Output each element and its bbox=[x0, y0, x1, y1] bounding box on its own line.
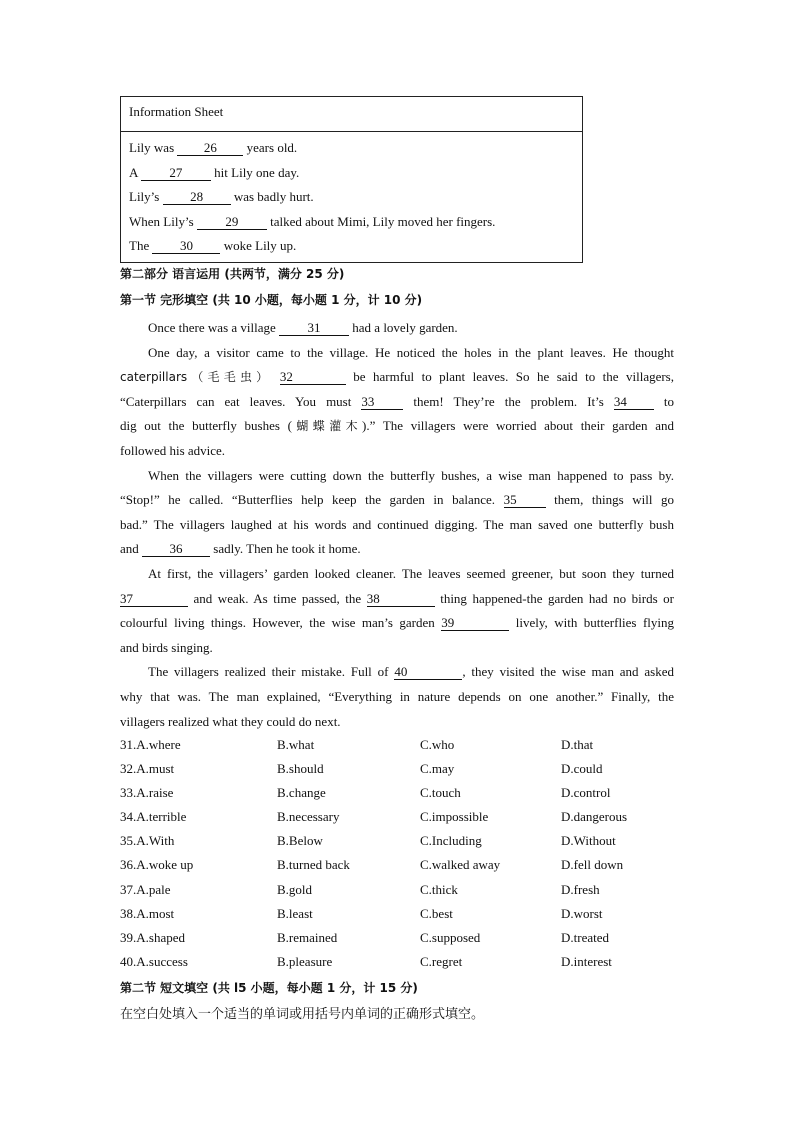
answer-blank: 34 bbox=[614, 395, 654, 410]
answer-blank: 27 bbox=[141, 166, 211, 181]
passage-line: caterpillars（毛毛虫） 32 be harmful to plant leaves. So he said to the villagers, bbox=[120, 369, 674, 385]
option-row: 36.A.woke up B.turned back C.walked away D.fell down bbox=[120, 857, 624, 873]
answer-blank: 31 bbox=[279, 321, 349, 336]
information-sheet bbox=[120, 96, 583, 263]
passage-line: When the villagers were cutting down the butterfly bushes, a wise man happened to pass by. bbox=[148, 467, 674, 483]
answer-blank: 29 bbox=[197, 215, 267, 230]
answer-blank: 26 bbox=[177, 141, 243, 156]
passage-line: At first, the villagers’ garden looked cleaner. The leaves seemed greener, but soon they turned bbox=[148, 565, 674, 581]
passage-line: The villagers realized their mistake. Full of 40 , they visited the wise man and asked bbox=[148, 664, 675, 680]
option-row: 33.A.raise B.change C.touch D.control bbox=[120, 785, 611, 801]
option-row: 39.A.shaped B.remained C.supposed D.treated bbox=[120, 929, 610, 945]
answer-blank: 37 bbox=[120, 592, 188, 607]
option-row: 31.A.where B.what C.who D.that bbox=[120, 737, 594, 752]
answer-blank: 36 bbox=[142, 542, 210, 557]
part-two-heading: 第二部分 语言运用 (共两节，满分 25 分) bbox=[120, 267, 345, 281]
answer-blank: 30 bbox=[152, 239, 220, 254]
answer-blank: 38 bbox=[367, 592, 435, 607]
info-row: Lily was 26 years old. bbox=[129, 140, 298, 155]
answer-blank: 32 bbox=[280, 370, 346, 385]
passage-line: 37 and weak. As time passed, the 38 thing happened-the garden had no birds or bbox=[120, 590, 675, 606]
option-row: 35.A.With B.Below C.Including D.Without bbox=[120, 833, 616, 849]
option-row: 34.A.terrible B.necessary C.impossible D.dangerous bbox=[120, 809, 628, 825]
answer-blank: 28 bbox=[163, 190, 231, 205]
information-sheet-rows bbox=[121, 132, 582, 259]
option-row: 32.A.must B.should C.may D.could bbox=[120, 761, 603, 777]
answer-blank: 40 bbox=[394, 665, 462, 680]
info-row: The 30 woke Lily up. bbox=[129, 238, 297, 253]
passage-line: followed his advice. bbox=[120, 442, 226, 458]
section-two-instruction: 在空白处填入一个适当的单词或用括号内单词的正确形式填空。 bbox=[120, 1007, 485, 1022]
passage-line: Once there was a village 31 had a lovely garden. bbox=[148, 320, 458, 335]
option-row: 38.A.most B.least C.best D.worst bbox=[120, 905, 603, 921]
option-row: 40.A.success B.pleasure C.regret D.interest bbox=[120, 953, 612, 969]
section-one-heading: 第一节 完形填空 (共 10 小题，每小题 1 分，计 10 分) bbox=[120, 293, 423, 307]
cloze-passage bbox=[120, 316, 674, 734]
info-row: When Lily’s 29 talked about Mimi, Lily moved her fingers. bbox=[129, 213, 496, 229]
passage-line: and 36 sadly. Then he took it home. bbox=[120, 541, 361, 557]
passage-line: colourful living things. However, the wise man’s garden 39 lively, with butterflies flying bbox=[120, 615, 675, 631]
section-two-heading: 第二节 短文填空 (共 l5 小题，每小题 1 分，计 15 分) bbox=[120, 981, 418, 995]
passage-line: dig out the butterfly bushes (蝴蝶灌木).” The villagers were worried about their garden and bbox=[120, 418, 674, 434]
passage-line: bad.” The villagers laughed at his words and continued digging. The man saved one butterfly bush bbox=[120, 516, 674, 532]
passage-line: villagers realized what they could do next. bbox=[120, 713, 341, 729]
answer-blank: 39 bbox=[441, 616, 509, 631]
passage-line: One day, a visitor came to the village. He noticed the holes in the plant leaves. He thought bbox=[148, 344, 674, 360]
info-row: A 27 hit Lily one day. bbox=[129, 164, 300, 180]
passage-line: “Stop!” he called. “Butterflies help keep the garden in balance. 35 them, things will go bbox=[120, 492, 675, 508]
passage-line: “Caterpillars can eat leaves. You must 33 them! They’re the problem. It’s 34 to bbox=[120, 393, 675, 409]
passage-line: and birds singing. bbox=[120, 639, 213, 655]
info-row: Lily’s 28 was badly hurt. bbox=[129, 189, 314, 204]
passage-line: why that was. The man explained, “Everything in nature depends on one another.” Finally, the bbox=[120, 688, 674, 704]
information-sheet-title: Information Sheet bbox=[121, 97, 582, 132]
option-row: 37.A.pale B.gold C.thick D.fresh bbox=[120, 881, 600, 897]
answer-options bbox=[120, 733, 680, 974]
answer-blank: 33 bbox=[361, 395, 403, 410]
answer-blank: 35 bbox=[504, 493, 546, 508]
